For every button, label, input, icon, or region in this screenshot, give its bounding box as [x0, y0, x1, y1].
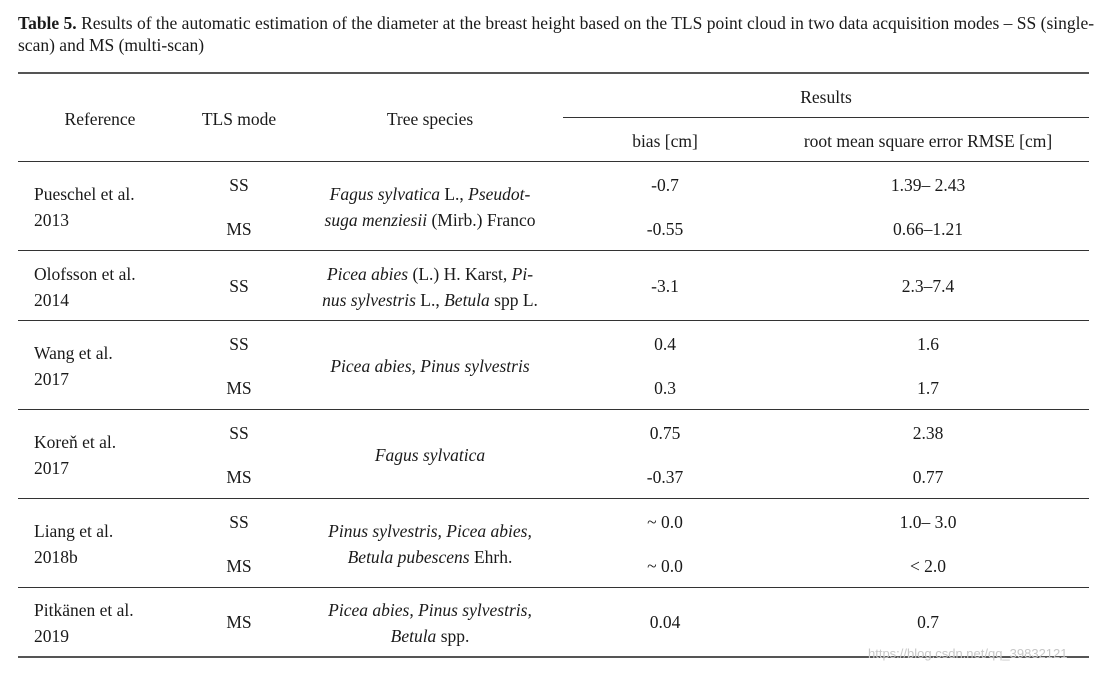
tls-mode: MS [226, 612, 252, 632]
tree-species-line1: Picea abies, Pinus sylvestris [330, 356, 530, 376]
top-rule [18, 72, 1089, 74]
header-bias: bias [cm] [632, 131, 698, 151]
tree-species-line2: Betula spp. [390, 626, 470, 646]
tls-mode: SS [229, 423, 249, 443]
reference-line2: 2019 [34, 626, 69, 646]
watermark: https://blog.csdn.net/qq_39832121 [868, 646, 1068, 661]
bias-value: ~ 0.0 [647, 512, 683, 532]
results-subrule [563, 117, 1089, 118]
tree-species-line1: Pinus sylvestris, Picea abies, [328, 521, 532, 541]
rmse-value: 0.77 [912, 467, 944, 487]
rmse-value: 2.38 [912, 423, 944, 443]
header-reference: Reference [64, 109, 136, 129]
reference-line2: 2014 [34, 290, 69, 310]
tls-mode: MS [226, 219, 252, 239]
rmse-value: 1.0– 3.0 [899, 512, 957, 532]
rmse-value: 1.7 [917, 378, 939, 398]
reference-line2: 2013 [34, 210, 69, 230]
tree-species-line2: nus sylvestris L., Betula spp L. [322, 290, 538, 310]
rmse-value: < 2.0 [909, 556, 947, 576]
row-divider [18, 409, 1089, 410]
tree-species-line1: Picea abies (L.) H. Karst, Pi- [326, 264, 534, 284]
header-rmse: root mean square error RMSE [cm] [803, 131, 1053, 151]
bias-value: 0.75 [649, 423, 681, 443]
header-results: Results [800, 87, 852, 107]
reference-line1: Wang et al. [34, 343, 113, 363]
bias-value: -0.7 [651, 175, 679, 195]
row-divider [18, 250, 1089, 251]
rmse-value: 0.7 [917, 612, 939, 632]
tree-species-line2: suga menziesii (Mirb.) Franco [324, 210, 536, 230]
tls-mode: MS [226, 556, 252, 576]
tls-mode: SS [229, 512, 249, 532]
header-tree-species: Tree species [386, 109, 474, 129]
rmse-value: 2.3–7.4 [901, 276, 955, 296]
bias-value: -0.37 [646, 467, 684, 487]
caption-text: Results of the automatic estimation of the diameter at the breast height based on the TLS point cloud in two data acquisition modes – SS (single-scan) and MS (multi-scan) [18, 13, 1095, 55]
caption-label: Table 5. [18, 13, 77, 33]
reference-line1: Pitkänen et al. [34, 600, 134, 620]
bias-value: -3.1 [651, 276, 679, 296]
table-caption [18, 12, 1108, 56]
bias-value: 0.4 [654, 334, 676, 354]
row-divider [18, 320, 1089, 321]
reference-line2: 2017 [34, 369, 69, 389]
tls-mode: MS [226, 378, 252, 398]
tree-species-line2: Betula pubescens Ehrh. [347, 547, 513, 567]
tree-species-line1: Picea abies, Pinus sylvestris, [328, 600, 532, 620]
rmse-value: 0.66–1.21 [893, 219, 963, 239]
row-divider [18, 587, 1089, 588]
header-rule [18, 161, 1089, 162]
rmse-value: 1.39– 2.43 [890, 175, 966, 195]
reference-line1: Pueschel et al. [34, 184, 135, 204]
reference-line1: Koreň et al. [34, 432, 117, 452]
tree-species-line1: Fagus sylvatica [374, 445, 486, 465]
rmse-value: 1.6 [917, 334, 939, 354]
reference-line1: Liang et al. [34, 521, 114, 541]
tree-species-line1: Fagus sylvatica L., Pseudot- [329, 184, 531, 204]
reference-line2: 2018b [34, 547, 78, 567]
reference-line1: Olofsson et al. [34, 264, 136, 284]
header-tls-mode: TLS mode [201, 109, 277, 129]
tls-mode: MS [226, 467, 252, 487]
bias-value: 0.3 [654, 378, 676, 398]
bias-value: ~ 0.0 [647, 556, 683, 576]
tls-mode: SS [229, 334, 249, 354]
bias-value: -0.55 [646, 219, 684, 239]
tls-mode: SS [229, 276, 249, 296]
tls-mode: SS [229, 175, 249, 195]
bias-value: 0.04 [649, 612, 681, 632]
row-divider [18, 498, 1089, 499]
reference-line2: 2017 [34, 458, 69, 478]
